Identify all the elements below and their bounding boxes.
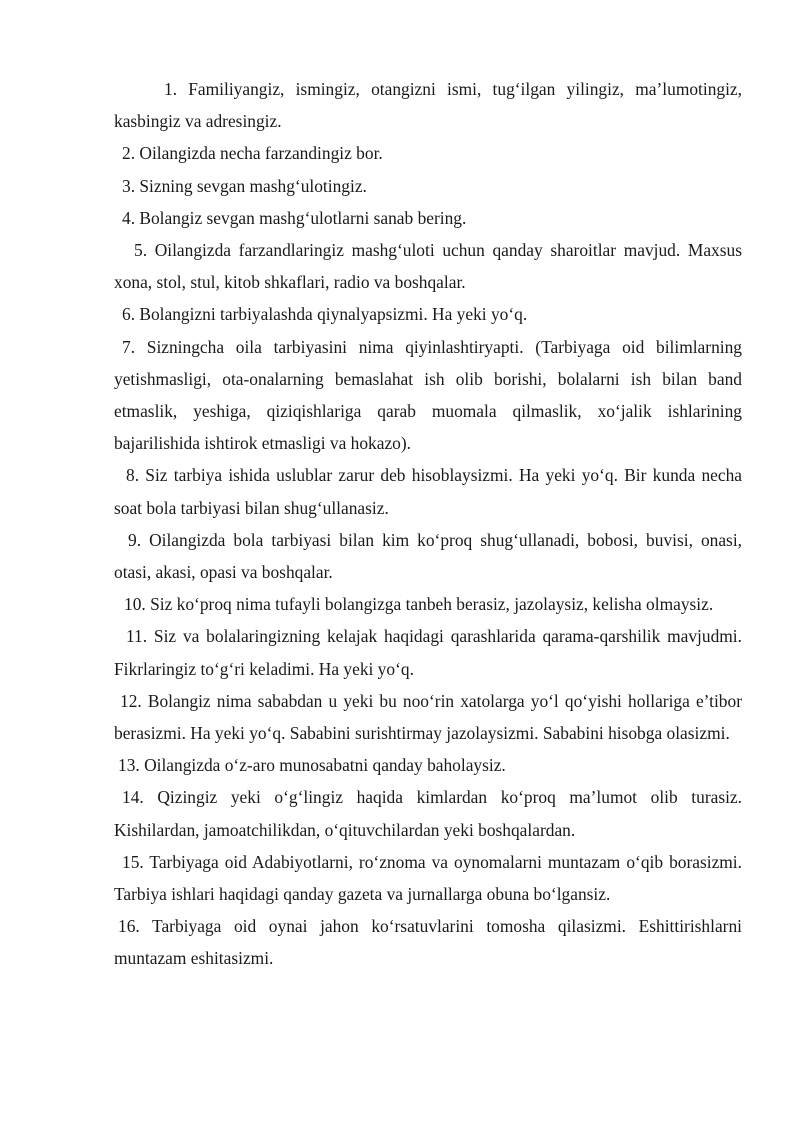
- question-9: 9. Oilangizda bola tarbiyasi bilan kim ko‘proq shug‘ullanadi, bobosi, buvisi, onasi, otasi, akasi, opasi va boshqalar.: [114, 529, 742, 583]
- question-4: 4. Bolangiz sevgan mashg‘ulotlarni sanab bering.: [122, 207, 467, 228]
- question-2: 2. Oilangizda necha farzandingiz bor.: [122, 143, 383, 164]
- question-11: 11. Siz va bolalaringizning kelajak haqidagi qarashlarida qarama-qarshilik mavjudmi. Fikrlaringiz to‘g‘ri keladimi. Ha yeki yo‘q.: [114, 626, 742, 679]
- question-6: 6. Bolangizni tarbiyalashda qiynalyapsizmi. Ha yeki yo‘q.: [122, 304, 528, 325]
- question-7: 7. Sizningcha oila tarbiyasini nima qiyinlashtiryapti. (Tarbiyaga oid bilimlarning yetishmasligi, ota-onalarning bemaslahat ish olib borishi, bolalarni ish bilan band etmaslik, yeshiga, qiziqishlariga qarab muomala qilmaslik, xo‘jalik ishlarining bajarilishida ishtirok etmasligi va hokazo).: [114, 336, 742, 454]
- question-5: 5. Oilangizda farzandlaringiz mashg‘uloti uchun qanday sharoitlar mavjud. Maxsus xona, stol, stul, kitob shkaflari, radio va boshqalar.: [114, 240, 742, 293]
- question-10: 10. Siz ko‘proq nima tufayli bolangizga tanbeh berasiz, jazolaysiz, kelisha olmaysiz.: [124, 594, 714, 615]
- question-13: 13. Oilangizda o‘z-aro munosabatni qanday baholaysiz.: [118, 755, 506, 776]
- question-12: 12. Bolangiz nima sababdan u yeki bu noo‘rin xatolarga yo‘l qo‘yishi hollariga e’tibor berasizmi. Ha yeki yo‘q. Sababini surishtirmay jazolaysizmi. Sababini hisobga olasizmi.: [114, 690, 742, 744]
- document-page: [114, 73, 742, 975]
- question-8: 8. Siz tarbiya ishida uslublar zarur deb hisoblaysizmi. Ha yeki yo‘q. Bir kunda necha soat bola tarbiyasi bilan shug‘ullanasiz.: [114, 465, 742, 518]
- question-3: 3. Sizning sevgan mashg‘ulotingiz.: [122, 175, 367, 196]
- question-1: 1. Familiyangiz, ismingiz, otangizni ismi, tug‘ilgan yilingiz, ma’lumotingiz, kasbingiz va adresingiz.: [114, 79, 742, 132]
- question-14: 14. Qizingiz yeki o‘g‘lingiz haqida kimlardan ko‘proq ma’lumot olib turasiz. Kishilardan, jamoatchilikdan, o‘qituvchilardan yeki boshqalardan.: [114, 787, 742, 840]
- question-15: 15. Tarbiyaga oid Adabiyotlarni, ro‘znoma va oynomalarni muntazam o‘qib borasizmi. Tarbiya ishlari haqidagi qanday gazeta va jurnallarga obuna bo‘lgansiz.: [114, 851, 742, 905]
- question-16: 16. Tarbiyaga oid oynai jahon ko‘rsatuvlarini tomosha qilasizmi. Eshittirishlarni muntazam eshitasizmi.: [114, 916, 742, 969]
